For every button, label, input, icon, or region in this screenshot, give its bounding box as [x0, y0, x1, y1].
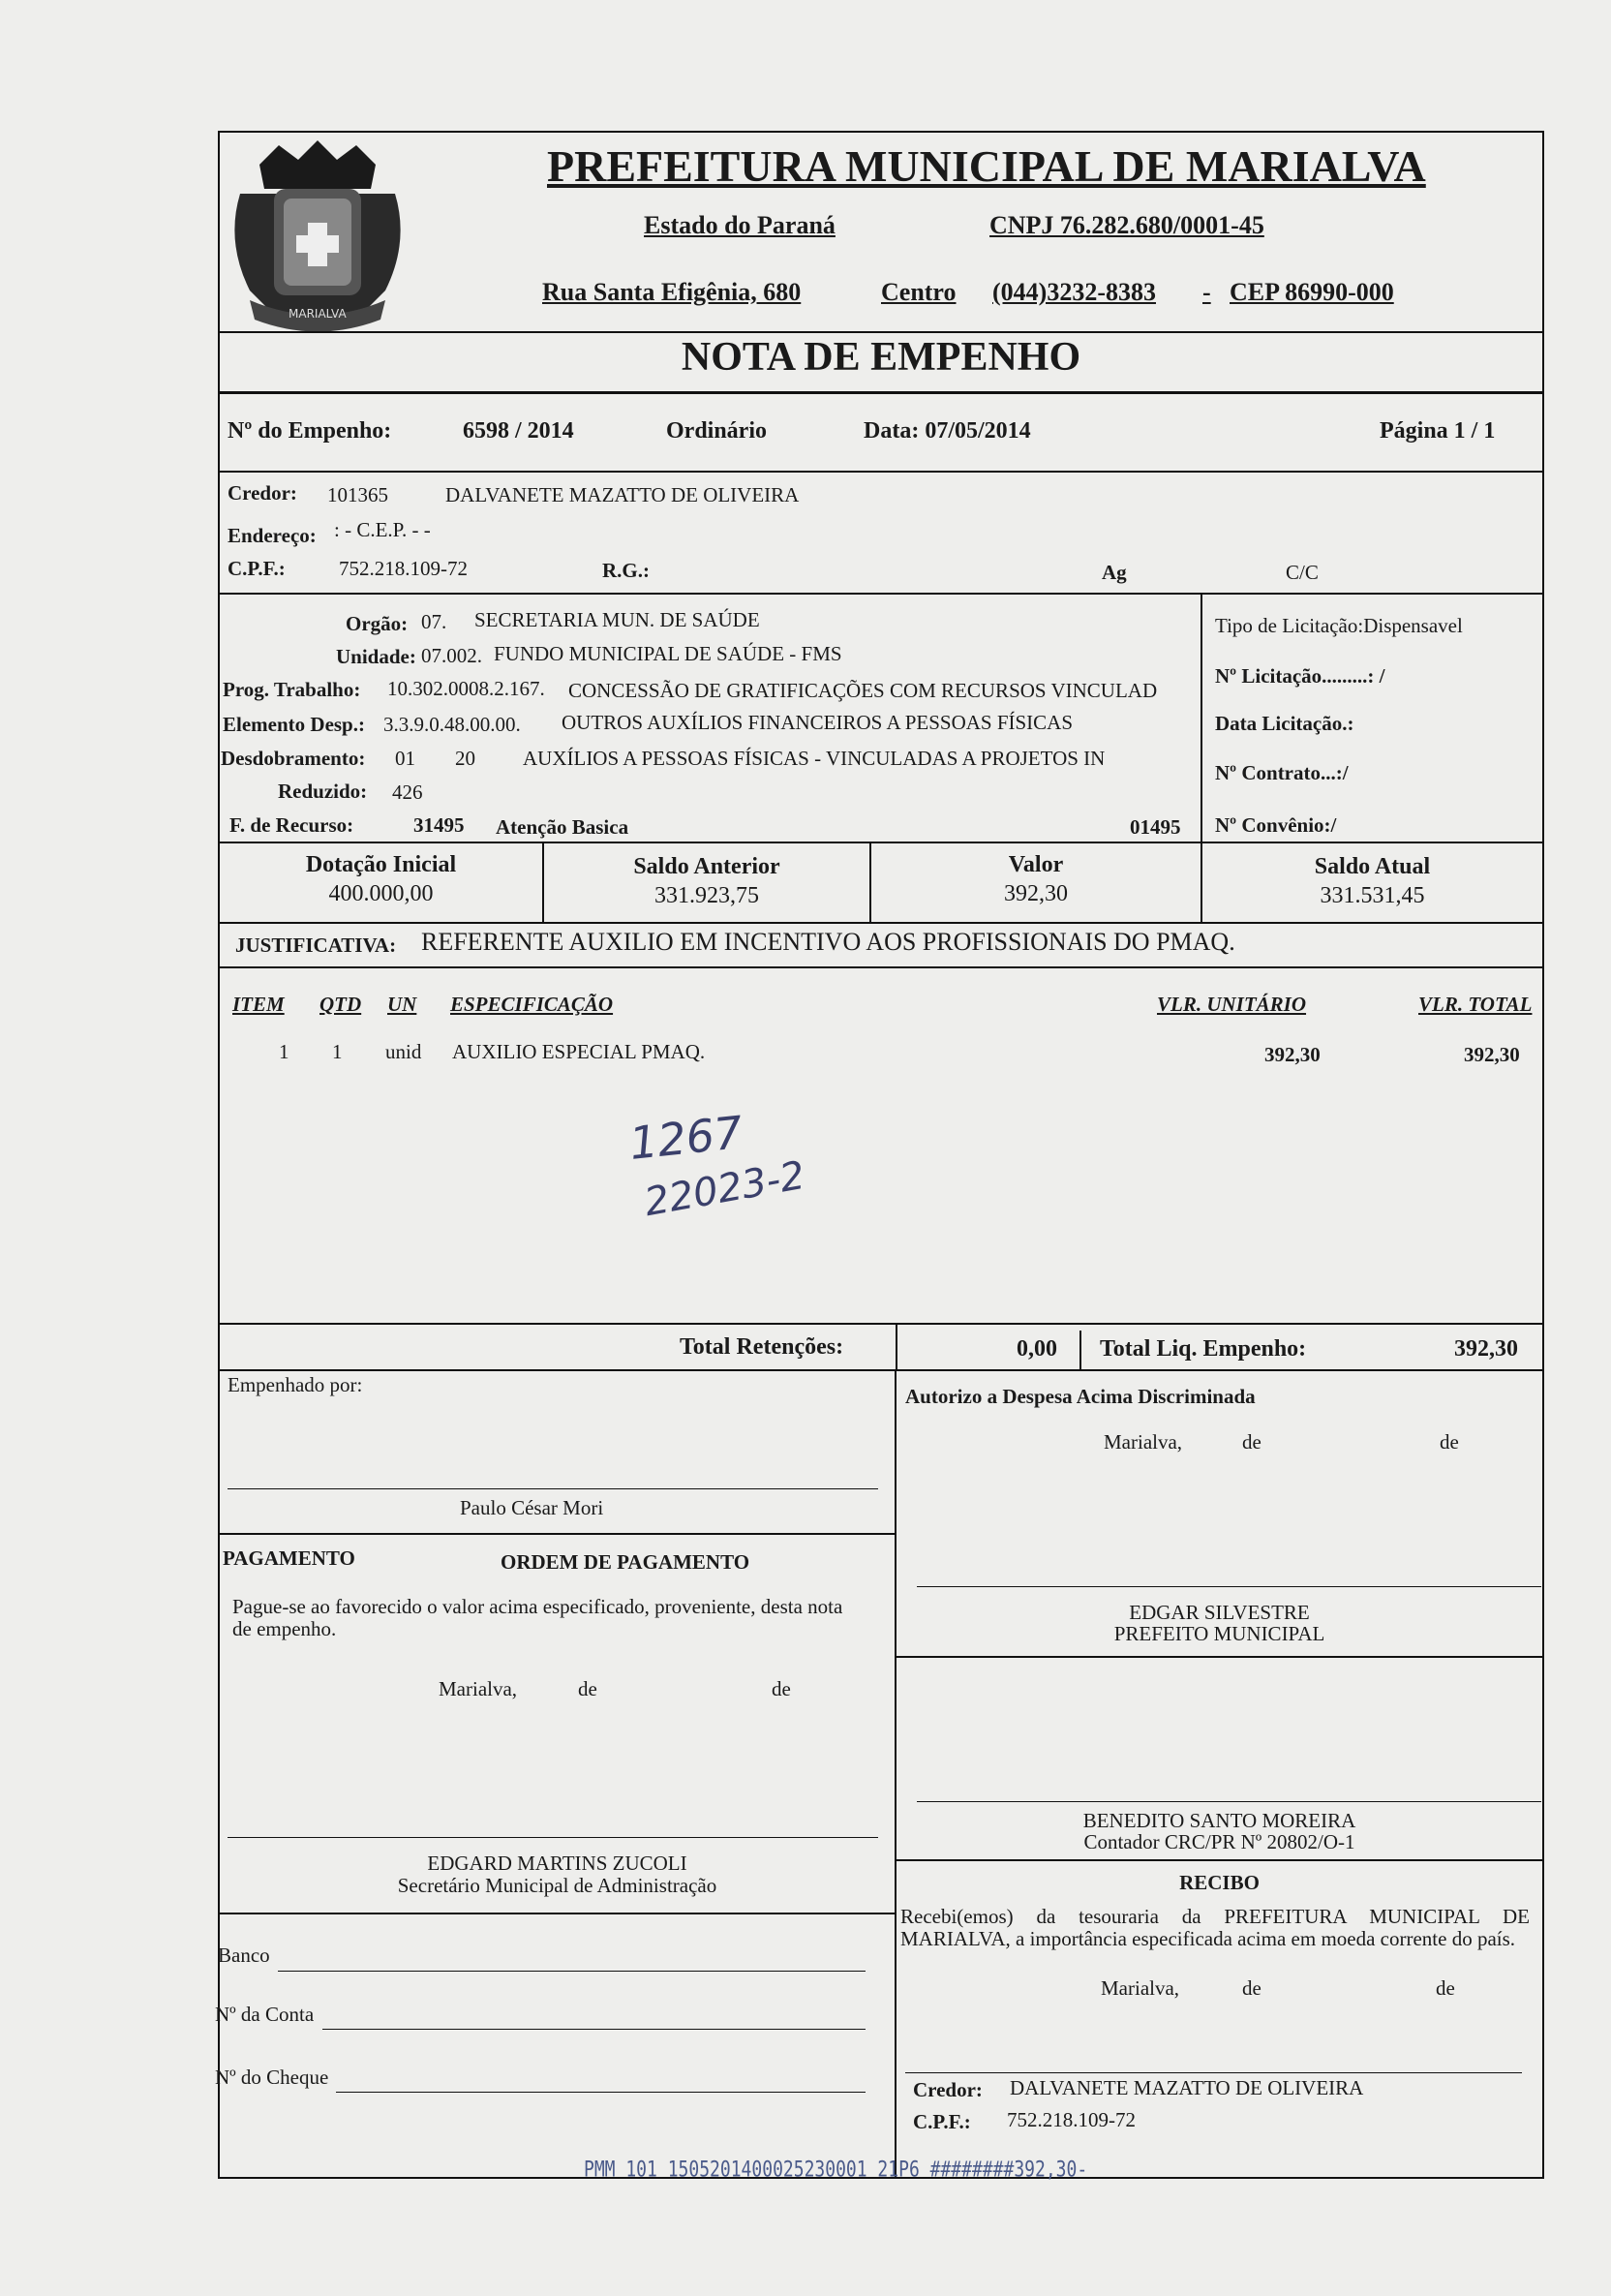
- total-retencoes-value: 0,00: [1017, 1336, 1057, 1362]
- elemento-name: OUTROS AUXÍLIOS FINANCEIROS A PESSOAS FÍSICAS: [562, 711, 1074, 734]
- banco-field[interactable]: [278, 1971, 866, 1972]
- pagamento-de1: de: [578, 1677, 597, 1700]
- justificativa-label: JUSTIFICATIVA:: [235, 934, 397, 957]
- col-header-unit-price: VLR. UNITÁRIO: [1157, 993, 1307, 1016]
- desdobramento-a: 01: [395, 747, 415, 770]
- recibo-de1: de: [1242, 1976, 1261, 2000]
- contador-name: BENEDITO SANTO MOREIRA: [1082, 1809, 1356, 1832]
- unidade-name: FUNDO MUNICIPAL DE SAÚDE - FMS: [494, 642, 842, 665]
- page-indicator: Página 1 / 1: [1380, 418, 1496, 444]
- justificativa-text: REFERENTE AUXILIO EM INCENTIVO AOS PROFISSIONAIS DO PMAQ.: [421, 928, 1235, 956]
- cc-label: C/C: [1286, 561, 1319, 584]
- dash-separator: -: [1202, 278, 1211, 306]
- prog-code: 10.302.0008.2.167.: [387, 677, 545, 700]
- recibo-city: Marialva,: [1101, 1976, 1180, 2000]
- banco-label: Banco: [218, 1944, 270, 1967]
- handwritten-note-2: 22023-2: [641, 1152, 808, 1226]
- saldo-atual-label: Saldo Atual: [1314, 854, 1431, 879]
- pagamento-text: Pague-se ao favorecido o valor acima especificado, proveniente, desta nota de empenho.: [232, 1595, 843, 1640]
- numero-contrato: Nº Contrato...:/: [1215, 761, 1349, 784]
- empenho-number-label: Nº do Empenho:: [228, 418, 392, 444]
- svg-text:MARIALVA: MARIALVA: [289, 307, 347, 321]
- row-qtd: 1: [332, 1040, 343, 1063]
- state-label: Estado do Paraná: [644, 211, 836, 239]
- secretario-role: Secretário Municipal de Administração: [397, 1874, 717, 1897]
- phone-label: (044)3232-8383: [992, 278, 1156, 306]
- cnpj-label: CNPJ 76.282.680/0001-45: [989, 211, 1264, 239]
- elemento-label: Elemento Desp.:: [223, 713, 365, 736]
- reduzido-label: Reduzido:: [278, 780, 368, 803]
- numero-convenio: Nº Convênio:/: [1215, 813, 1337, 837]
- page-title: PREFEITURA MUNICIPAL DE MARIALVA: [547, 141, 1426, 191]
- col-header-spec: ESPECIFICAÇÃO: [450, 993, 614, 1016]
- credor-footer-cpf: 752.218.109-72: [1007, 2108, 1136, 2131]
- empenho-date: Data: 07/05/2014: [864, 418, 1031, 444]
- numero-licitacao: Nº Licitação.........: /: [1215, 664, 1385, 688]
- address-label: Rua Santa Efigênia, 680: [542, 278, 802, 306]
- cheque-field[interactable]: [336, 2092, 866, 2093]
- credor-footer-label: Credor:: [913, 2078, 983, 2101]
- row-item: 1: [279, 1040, 289, 1063]
- valor-value: 392,30: [1004, 881, 1068, 906]
- desdobramento-b: 20: [455, 747, 475, 770]
- empenho-number: 6598 / 2014: [463, 418, 574, 444]
- tipo-licitacao: Tipo de Licitação:Dispensavel: [1215, 614, 1463, 637]
- pagamento-city: Marialva,: [439, 1677, 518, 1700]
- elemento-code: 3.3.9.0.48.00.00.: [383, 713, 521, 736]
- recurso-code2: 01495: [1130, 815, 1181, 839]
- credor-footer-cpf-label: C.P.F.:: [913, 2110, 971, 2133]
- reduzido-value: 426: [392, 781, 423, 804]
- col-header-item: ITEM: [232, 993, 285, 1016]
- pagamento-de2: de: [772, 1677, 791, 1700]
- cheque-label: Nº do Cheque: [215, 2066, 329, 2089]
- saldo-anterior-value: 331.923,75: [654, 883, 759, 908]
- cep-label: CEP 86990-000: [1230, 278, 1394, 306]
- empenho-type: Ordinário: [666, 418, 768, 444]
- credor-label: Credor:: [228, 481, 297, 505]
- desdobramento-label: Desdobramento:: [221, 747, 366, 770]
- orgao-code: 07.: [421, 610, 447, 633]
- cpf-label: C.P.F.:: [228, 557, 286, 580]
- handwritten-note-1: 1267: [626, 1106, 745, 1170]
- row-unit-price: 392,30: [1264, 1043, 1321, 1066]
- saldo-anterior-label: Saldo Anterior: [633, 854, 780, 879]
- autorizo-de1: de: [1242, 1430, 1261, 1454]
- empenhado-signer: Paulo César Mori: [460, 1496, 604, 1519]
- col-header-qtd: QTD: [319, 993, 362, 1016]
- ag-label: Ag: [1102, 561, 1127, 584]
- recibo-de2: de: [1436, 1976, 1455, 2000]
- conta-field[interactable]: [322, 2029, 866, 2030]
- prefeito-role: PREFEITO MUNICIPAL: [1113, 1622, 1325, 1645]
- prefeito-name: EDGAR SILVESTRE: [1129, 1601, 1310, 1624]
- autorizo-de2: de: [1440, 1430, 1459, 1454]
- secretario-name: EDGARD MARTINS ZUCOLI: [427, 1852, 687, 1875]
- coat-of-arms-logo: [221, 136, 414, 339]
- orgao-name: SECRETARIA MUN. DE SAÚDE: [474, 608, 760, 631]
- row-un: unid: [385, 1040, 422, 1063]
- document-title: NOTA DE EMPENHO: [681, 335, 1081, 380]
- desdobramento-name: AUXÍLIOS A PESSOAS FÍSICAS - VINCULADAS A PROJETOS IN: [523, 747, 1106, 770]
- conta-label: Nº da Conta: [215, 2003, 315, 2026]
- unidade-code: 07.002.: [421, 644, 482, 667]
- row-spec: AUXILIO ESPECIAL PMAQ.: [452, 1040, 706, 1063]
- district-label: Centro: [881, 278, 957, 306]
- pagamento-label: PAGAMENTO: [223, 1546, 355, 1570]
- prog-name: CONCESSÃO DE GRATIFICAÇÕES COM RECURSOS VINCULAD: [568, 679, 1158, 702]
- recibo-label: RECIBO: [1179, 1871, 1260, 1894]
- cpf-value: 752.218.109-72: [339, 557, 468, 580]
- valor-label: Valor: [1008, 852, 1064, 877]
- contador-role: Contador CRC/PR Nº 20802/O-1: [1083, 1830, 1355, 1853]
- credor-footer-name: DALVANETE MAZATTO DE OLIVEIRA: [1010, 2076, 1364, 2099]
- dotacao-value: 400.000,00: [328, 881, 434, 906]
- mechanical-print-code: PMM 101 1505201400025230001 21P6 ########392,30-: [584, 2157, 1088, 2183]
- row-total: 392,30: [1464, 1043, 1520, 1066]
- recurso-label: F. de Recurso:: [229, 813, 354, 837]
- unidade-label: Unidade:: [336, 645, 416, 668]
- endereco-value: : - C.E.P. - -: [334, 518, 431, 541]
- total-liq-value: 392,30: [1454, 1336, 1518, 1362]
- recibo-text: Recebi(emos) da tesouraria da PREFEITURA MUNICIPAL DE MARIALVA, a importância especificada acima em moeda corrente do país.: [900, 1905, 1530, 1950]
- saldo-atual-value: 331.531,45: [1320, 883, 1425, 908]
- orgao-label: Orgão:: [346, 612, 409, 635]
- endereco-label: Endereço:: [228, 524, 317, 547]
- col-header-total: VLR. TOTAL: [1418, 993, 1533, 1016]
- recurso-code: 31495: [413, 813, 465, 837]
- rg-label: R.G.:: [602, 559, 650, 582]
- recurso-name: Atenção Basica: [496, 815, 629, 839]
- credor-code: 101365: [327, 483, 388, 506]
- total-liq-label: Total Liq. Empenho:: [1100, 1336, 1307, 1362]
- credor-name: DALVANETE MAZATTO DE OLIVEIRA: [445, 483, 800, 506]
- dotacao-label: Dotação Inicial: [305, 852, 457, 877]
- autorizo-label: Autorizo a Despesa Acima Discriminada: [905, 1385, 1256, 1408]
- ordem-pagamento-label: ORDEM DE PAGAMENTO: [501, 1550, 750, 1574]
- autorizo-city: Marialva,: [1104, 1430, 1183, 1454]
- prog-label: Prog. Trabalho:: [223, 678, 361, 701]
- empenhado-por-label: Empenhado por:: [228, 1373, 363, 1396]
- col-header-un: UN: [387, 993, 417, 1016]
- total-retencoes-label: Total Retenções:: [680, 1334, 844, 1360]
- data-licitacao: Data Licitação.:: [1215, 712, 1354, 735]
